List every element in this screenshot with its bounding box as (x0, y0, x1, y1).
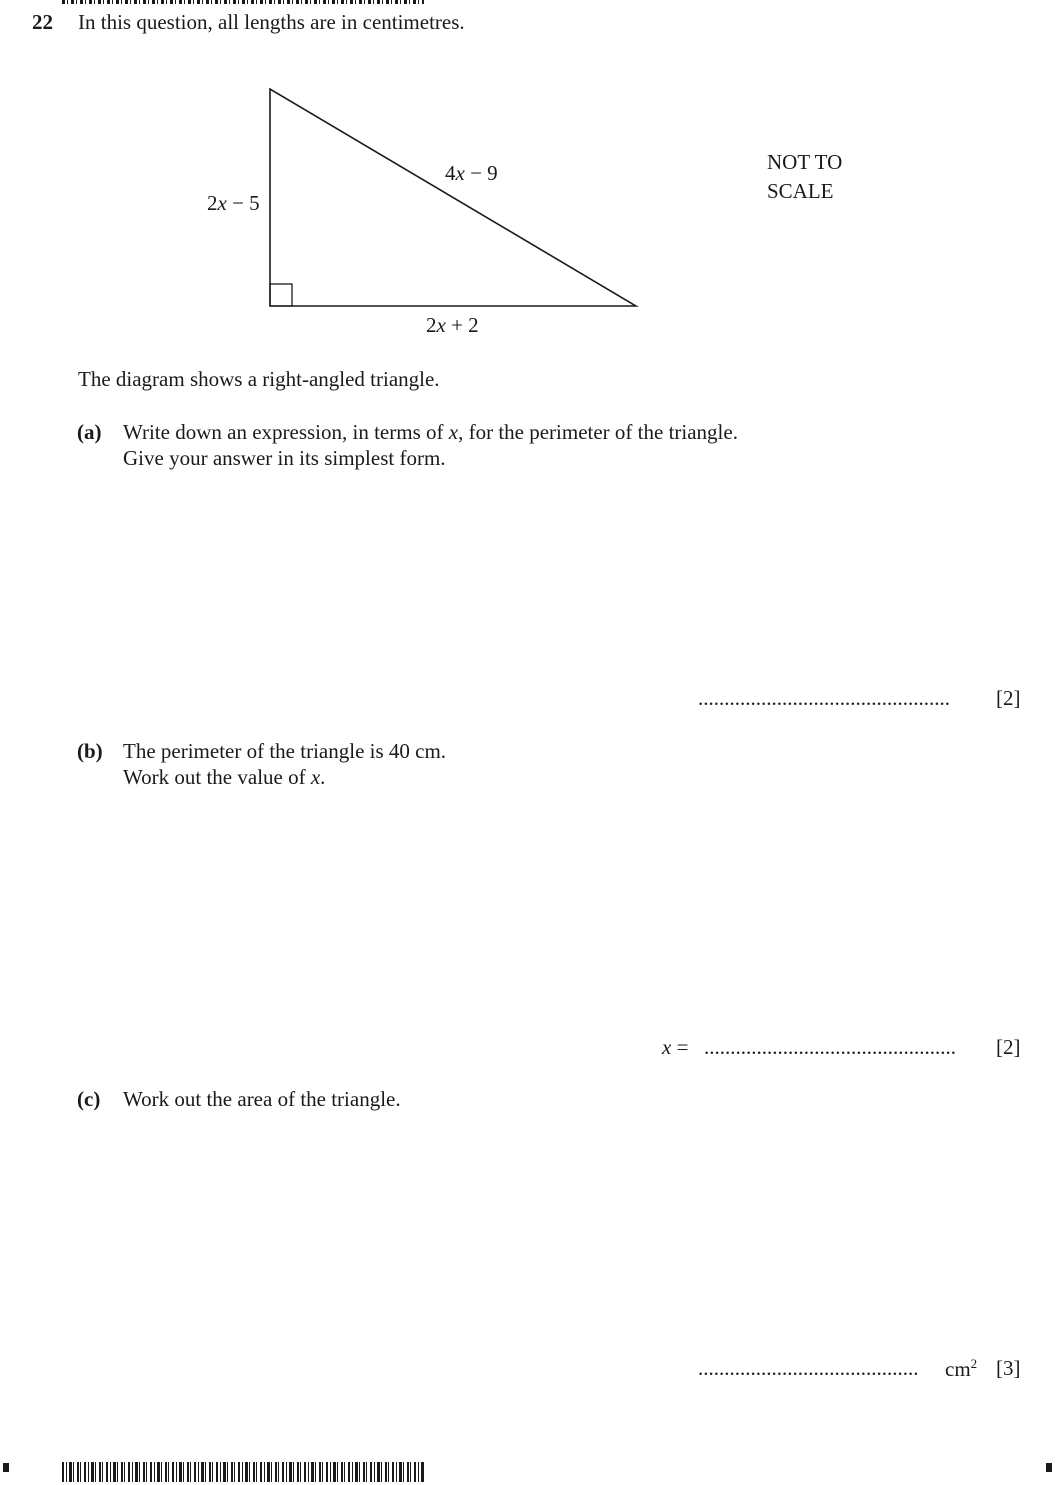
part-c-marks: [3] (996, 1356, 1021, 1380)
part-c-question-line1: Work out the area of the triangle. (123, 1087, 401, 1111)
triangle-diagram (0, 0, 1056, 360)
not-to-scale-note (767, 148, 842, 206)
side-label-hypotenuse (445, 161, 498, 186)
part-c-unit-text: cm (945, 1357, 971, 1381)
part-b-text-2: . (320, 765, 326, 789)
part-a-label: (a) (77, 420, 102, 444)
part-a-marks: [2] (996, 686, 1021, 710)
part-a-question-line2: Give your answer in its simplest form. (123, 446, 446, 470)
part-c-answer-line[interactable] (698, 1356, 919, 1381)
right-angle-marker (270, 284, 292, 306)
side-label-hypotenuse-text: 4x − 9 (445, 161, 498, 185)
part-b-answer-equals: = (676, 1035, 689, 1059)
question-intro: In this question, all lengths are in centimetres. (78, 10, 465, 34)
part-b-answer-variable: x (662, 1035, 672, 1059)
right-triangle (270, 89, 636, 306)
part-c-answer-dots[interactable]: .......................................... (698, 1356, 919, 1380)
part-a-variable: x (448, 420, 459, 444)
part-b-question-line1: The perimeter of the triangle is 40 cm. (123, 739, 447, 763)
not-to-scale-line1: NOT TO (767, 150, 843, 174)
part-b-answer-dots[interactable]: ................................................ (704, 1035, 956, 1059)
part-a-answer-dots[interactable]: ................................................ (698, 686, 950, 710)
part-a-question-line1 (123, 420, 738, 445)
page-corner-marker-left (3, 1463, 9, 1472)
diagram-statement: The diagram shows a right-angled triangle. (78, 367, 440, 391)
part-b-answer-line[interactable] (704, 1035, 956, 1060)
part-a-text-1: Write down an expression, in terms of (123, 420, 449, 444)
part-b-answer-prefix (662, 1035, 688, 1060)
side-label-base (426, 313, 479, 338)
part-a-text-2: , for the perimeter of the triangle. (458, 420, 738, 444)
side-label-vertical (207, 191, 260, 216)
part-b-marks: [2] (996, 1035, 1021, 1059)
part-b-variable: x (310, 765, 321, 789)
part-c-label: (c) (77, 1087, 101, 1111)
not-to-scale-line2: SCALE (767, 179, 834, 203)
page-corner-marker-right (1046, 1463, 1052, 1472)
part-b-label: (b) (77, 739, 103, 763)
part-a-answer-line[interactable] (698, 686, 950, 711)
part-c-unit-superscript: 2 (970, 1356, 978, 1371)
side-label-base-text: 2x + 2 (426, 313, 479, 337)
side-label-vertical-text: 2x − 5 (207, 191, 260, 215)
footer-barcode (62, 1462, 424, 1482)
part-b-question-line2 (123, 765, 325, 790)
part-b-text-1: Work out the value of (123, 765, 311, 789)
question-number: 22 (32, 10, 53, 34)
part-c-unit (945, 1356, 977, 1382)
